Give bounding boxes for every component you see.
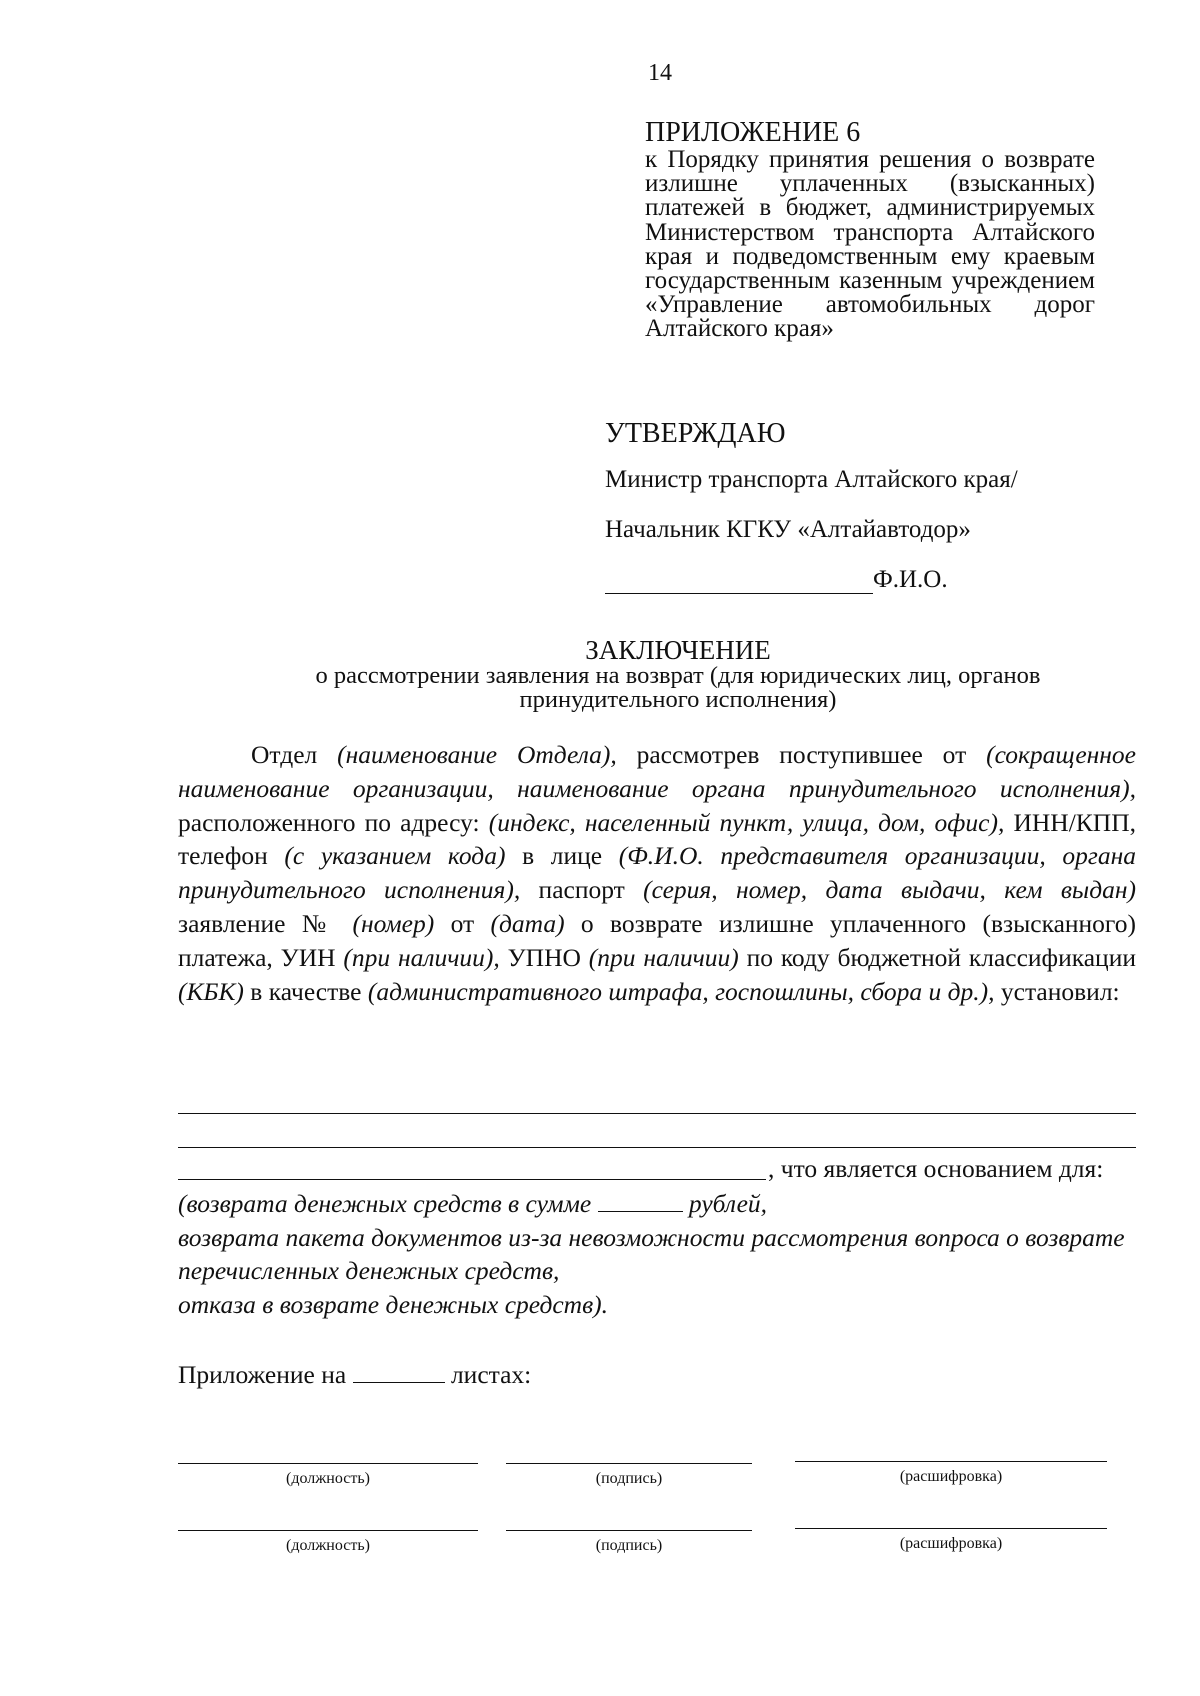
body-placeholder: (при наличии) bbox=[588, 942, 739, 972]
signature-caption-2: (подпись) bbox=[595, 1537, 663, 1554]
body-placeholder: (КБК) bbox=[178, 976, 244, 1006]
body-segment: в лице bbox=[505, 841, 619, 871]
signature-line-2 bbox=[506, 1530, 752, 1531]
subtitle-line-2: принудительного исполнения) bbox=[519, 686, 837, 713]
name-line-2 bbox=[795, 1528, 1107, 1529]
body-placeholder: (номер) bbox=[352, 908, 435, 938]
fill-in-line-2 bbox=[178, 1147, 1136, 1148]
position-line-1 bbox=[178, 1463, 478, 1464]
option-refund-suffix: рублей, bbox=[688, 1189, 768, 1218]
subtitle-line-1: о рассмотрении заявления на возврат (для юридических лиц, органов bbox=[315, 662, 1041, 689]
body-segment: паспорт bbox=[520, 875, 644, 905]
fio-label: Ф.И.О. bbox=[873, 566, 948, 593]
appendix-block bbox=[645, 118, 1095, 342]
position-line-2 bbox=[178, 1530, 478, 1531]
body-placeholder: (с указанием кода) bbox=[284, 841, 506, 871]
body-segment: от bbox=[434, 908, 491, 938]
approval-signature-line bbox=[605, 566, 948, 594]
signature-caption-1: (подпись) bbox=[595, 1470, 663, 1487]
body-segment: УПНО bbox=[499, 942, 589, 972]
signature-blank bbox=[605, 569, 873, 594]
body-placeholder: (сокращенное наименование организации, наименование органа принудительного исполнения), bbox=[178, 740, 1137, 803]
body-placeholder: (Ф.И.О. представителя организации, органа принудительного исполнения), bbox=[178, 841, 1136, 905]
appendix-text: к Порядку принятия решения о возврате излишне уплаченных (взысканных) платежей в бюджет, администрируемых Министерством транспорта Алтайского края и подведомственным ему краевым государственным казенным учреждением «Управление автомобильных дорог Алтайского края» bbox=[645, 146, 1095, 343]
body-placeholder: (административного штрафа, госпошлины, сбора и др.), bbox=[367, 976, 995, 1006]
name-caption-2: (расшифровка) bbox=[899, 1535, 1003, 1552]
body-segment: о возврате излишне уплаченного (взысканного) платежа, УИН bbox=[178, 908, 1137, 972]
fill-in-line-3 bbox=[178, 1179, 766, 1180]
document-subtitle bbox=[178, 664, 1178, 712]
body-segment: расположенного по адресу: bbox=[178, 807, 489, 837]
body-placeholder: (индекс, населенный пункт, улица, дом, офис), bbox=[488, 807, 1005, 837]
decision-options bbox=[178, 1187, 1136, 1321]
option-return-docs: возврата пакета документов из-за невозможности рассмотрения вопроса о возврате перечисленных денежных средств, bbox=[178, 1222, 1125, 1286]
approval-position-2: Начальник КГКУ «Алтайавтодор» bbox=[605, 516, 971, 543]
page-number: 14 bbox=[648, 60, 672, 86]
body-segment: заявление № bbox=[178, 908, 353, 938]
fill-in-line-1 bbox=[178, 1113, 1136, 1114]
position-caption-2: (должность) bbox=[286, 1537, 370, 1554]
document-title: ЗАКЛЮЧЕНИЕ bbox=[585, 635, 771, 665]
body-placeholder: (при наличии), bbox=[343, 942, 500, 972]
attachment-prefix: Приложение на bbox=[178, 1360, 347, 1389]
body-segment: в качестве bbox=[243, 976, 368, 1006]
attachment-line bbox=[178, 1360, 531, 1390]
option-refund bbox=[178, 1187, 1136, 1221]
attachment-suffix: листах: bbox=[450, 1360, 532, 1389]
body-segment: по коду бюджетной классификации bbox=[738, 942, 1136, 972]
body-paragraph bbox=[178, 738, 1136, 1008]
option-refund-prefix: (возврата денежных средств в сумме bbox=[178, 1189, 592, 1218]
signature-line-1 bbox=[506, 1463, 752, 1464]
body-placeholder: (дата) bbox=[490, 908, 565, 938]
approval-heading: УТВЕРЖДАЮ bbox=[605, 418, 786, 449]
body-segment: Отдел bbox=[251, 740, 338, 769]
name-caption-1: (расшифровка) bbox=[899, 1468, 1003, 1485]
body-segment: установил: bbox=[994, 976, 1120, 1006]
position-caption-1: (должность) bbox=[286, 1470, 370, 1487]
body-segment: рассмотрев поступившее от bbox=[616, 740, 987, 769]
body-placeholder: (серия, номер, дата выдачи, кем выдан) bbox=[643, 875, 1136, 905]
name-line-1 bbox=[795, 1461, 1107, 1462]
body-segment: ИНН/КПП, телефон bbox=[178, 807, 1136, 871]
basis-text: , что является основанием для: bbox=[768, 1154, 1104, 1183]
approval-position-1: Министр транспорта Алтайского края/ bbox=[605, 466, 1018, 493]
sum-blank bbox=[598, 1187, 683, 1212]
option-refuse: отказа в возврате денежных средств). bbox=[178, 1289, 609, 1319]
sheets-blank bbox=[353, 1360, 445, 1383]
body-placeholder: (наименование Отдела), bbox=[337, 740, 617, 769]
appendix-title: ПРИЛОЖЕНИЕ 6 bbox=[645, 117, 861, 148]
